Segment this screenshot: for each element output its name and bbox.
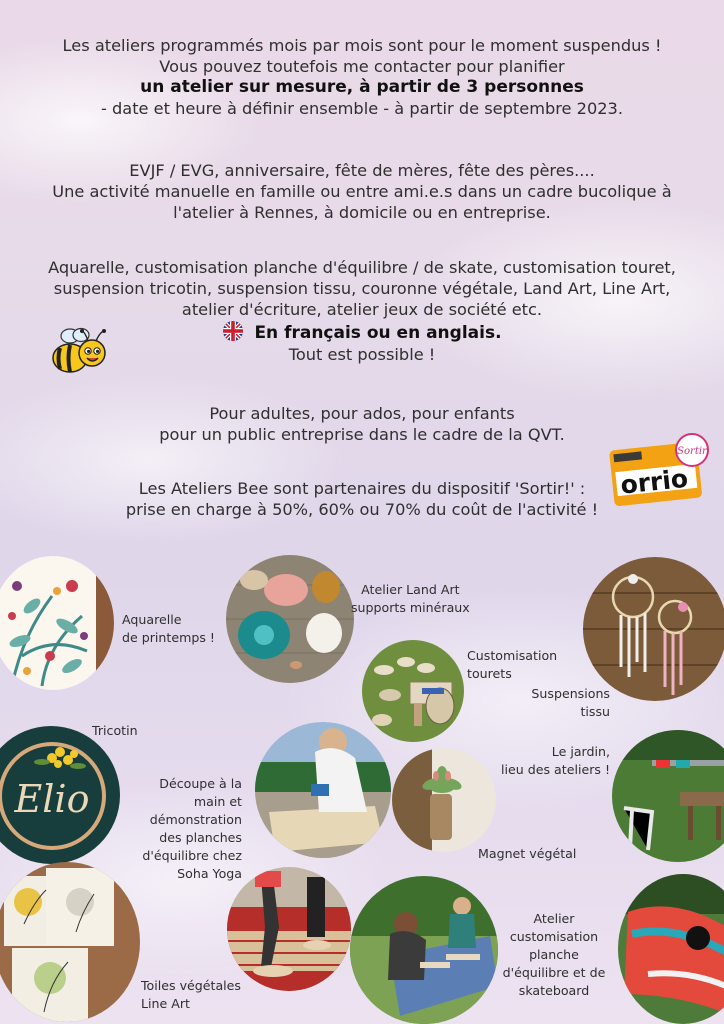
activities-line-2: suspension tricotin, suspension tissu, couronne végétale, Land Art, Line Art, — [53, 279, 671, 298]
photo-suspensions — [583, 557, 724, 701]
svg-text:orrio: orrio — [619, 463, 690, 500]
label-tricotin: Tricotin — [92, 723, 138, 738]
possible-line: Tout est possible ! — [288, 345, 436, 364]
intro-line-3: un atelier sur mesure, à partir de 3 personnes — [140, 77, 584, 97]
label-suspensions: Suspensions tissu — [531, 686, 610, 719]
language-text: En français ou en anglais. — [254, 323, 502, 343]
audience-line-1: Pour adultes, pour ados, pour enfants — [209, 404, 515, 423]
occasions-line-3: l'atelier à Rennes, à domicile ou en entreprise. — [173, 203, 551, 222]
bee-icon — [48, 326, 110, 378]
photo-magnet — [392, 748, 496, 852]
intro-line-1: Les ateliers programmés mois par mois sont pour le moment suspendus ! — [62, 36, 662, 55]
uk-flag-icon — [222, 320, 244, 342]
intro-line-2: Vous pouvez toutefois me contacter pour planifier — [159, 57, 565, 76]
label-land-art: Atelier Land Art supports minéraux — [351, 582, 470, 615]
photo-toiles — [0, 862, 140, 1022]
photo-jardin — [612, 730, 724, 862]
partner-line-1: Les Ateliers Bee sont partenaires du dispositif 'Sortir!' : — [138, 479, 586, 498]
label-aquarelle: Aquarelle de printemps ! — [122, 612, 215, 645]
occasions-line-1: EVJF / EVG, anniversaire, fête de mères, fête des pères.... — [129, 161, 595, 180]
label-customisation: Atelier customisation planche d'équilibre et de skateboard — [502, 911, 606, 998]
photo-land-art — [226, 555, 354, 683]
intro-line-4: - date et heure à définir ensemble - à partir de septembre 2023. — [101, 99, 623, 118]
label-jardin: Le jardin, lieu des ateliers ! — [501, 744, 610, 777]
activities-line-3: atelier d'écriture, atelier jeux de société etc. — [181, 300, 543, 319]
label-decoupe: Découpe à la main et démonstration des planches d'équilibre chez Soha Yoga — [142, 776, 242, 881]
label-toiles: Toiles végétales Line Art — [141, 978, 241, 1011]
photo-skateboard — [618, 874, 724, 1024]
photo-tricotin — [0, 726, 120, 864]
activities-line-1: Aquarelle, customisation planche d'équilibre / de skate, customisation touret, — [48, 258, 676, 277]
photo-customisation — [350, 876, 498, 1024]
occasions-line-2: Une activité manuelle en famille ou entre ami.e.s dans un cadre bucolique à — [52, 182, 672, 201]
partner-line-2: prise en charge à 50%, 60% ou 70% du coût de l'activité ! — [125, 500, 599, 519]
photo-tourets — [362, 640, 464, 742]
photo-balance-board — [227, 867, 351, 991]
audience-line-2: pour un public entreprise dans le cadre de la QVT. — [159, 425, 565, 444]
sortir-logo — [606, 432, 712, 512]
label-tourets: Customisation tourets — [467, 648, 558, 681]
label-magnet: Magnet végétal — [478, 846, 577, 861]
occasions-block — [0, 160, 724, 223]
photo-decoupe — [255, 722, 391, 858]
photo-aquarelle — [0, 556, 114, 690]
sortir-logo-text: Sortir — [677, 446, 707, 457]
tricotin-sign-text: Elio — [14, 777, 90, 821]
intro-block — [0, 35, 724, 119]
